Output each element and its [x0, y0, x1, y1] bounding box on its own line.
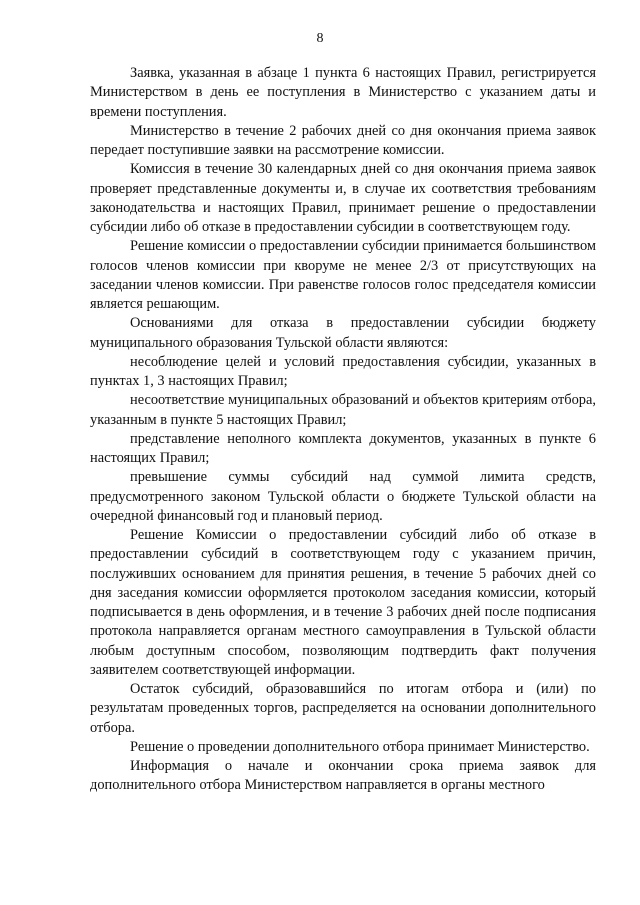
document-body [90, 64, 596, 796]
paragraph: Решение Комиссии о предоставлении субсидий либо об отказе в предоставлении субсидий в соответствующем году с указанием причин, послуживших основанием для принятия решения, в течение 5 рабочих дней со дня заседания комиссии оформляется протоколом заседания комиссии, который подписывается в день оформления, и в течение 3 рабочих дней после подписания протокола направляется органам местного самоуправления в Тульской области любым доступным способом, позволяющим подтвердить факт получения заявителем соответствующей информации. [90, 527, 596, 678]
paragraph: Информация о начале и окончании срока приема заявок для дополнительного отбора Министерством направляется в органы местного [90, 758, 596, 794]
paragraph: Остаток субсидий, образовавшийся по итогам отбора и (или) по результатам проведенных торгов, распределяется на основании дополнительного отбора. [90, 681, 596, 736]
paragraph: представление неполного комплекта документов, указанных в пункте 6 настоящих Правил; [90, 430, 596, 466]
paragraph: Комиссия в течение 30 календарных дней со дня окончания приема заявок проверяет представленные документы и, в случае их соответствия требованиям законодательства и настоящих Правил, принимает решение о предоставлении субсидии либо об отказе в предоставлении субсидии в соответствующем году. [90, 161, 596, 235]
paragraph: несоблюдение целей и условий предоставления субсидии, указанных в пунктах 1, 3 настоящих Правил; [90, 353, 596, 389]
paragraph: Заявка, указанная в абзаце 1 пункта 6 настоящих Правил, регистрируется Министерством в день ее поступления в Министерство с указанием даты и времени поступления. [90, 65, 596, 120]
paragraph: Решение о проведении дополнительного отбора принимает Министерство. [130, 738, 590, 755]
page-number: 8 [316, 31, 324, 46]
paragraph: Основаниями для отказа в предоставлении субсидии бюджету муниципального образования Тульской области являются: [90, 315, 596, 351]
paragraph: Министерство в течение 2 рабочих дней со дня окончания приема заявок передает поступившие заявки на рассмотрение комиссии. [90, 122, 596, 158]
paragraph: несоответствие муниципальных образований и объектов критериям отбора, указанным в пункте 5 настоящих Правил; [90, 392, 596, 428]
paragraph: Решение комиссии о предоставлении субсидии принимается большинством голосов членов комиссии при кворуме не менее 2/3 от присутствующих на заседании членов комиссии. При равенстве голосов голос председателя комиссии является решающим. [90, 238, 596, 312]
paragraph: превышение суммы субсидий над суммой лимита средств, предусмотренного законом Тульской области о бюджете Тульской области на очередной финансовый год и плановый период. [90, 469, 596, 524]
